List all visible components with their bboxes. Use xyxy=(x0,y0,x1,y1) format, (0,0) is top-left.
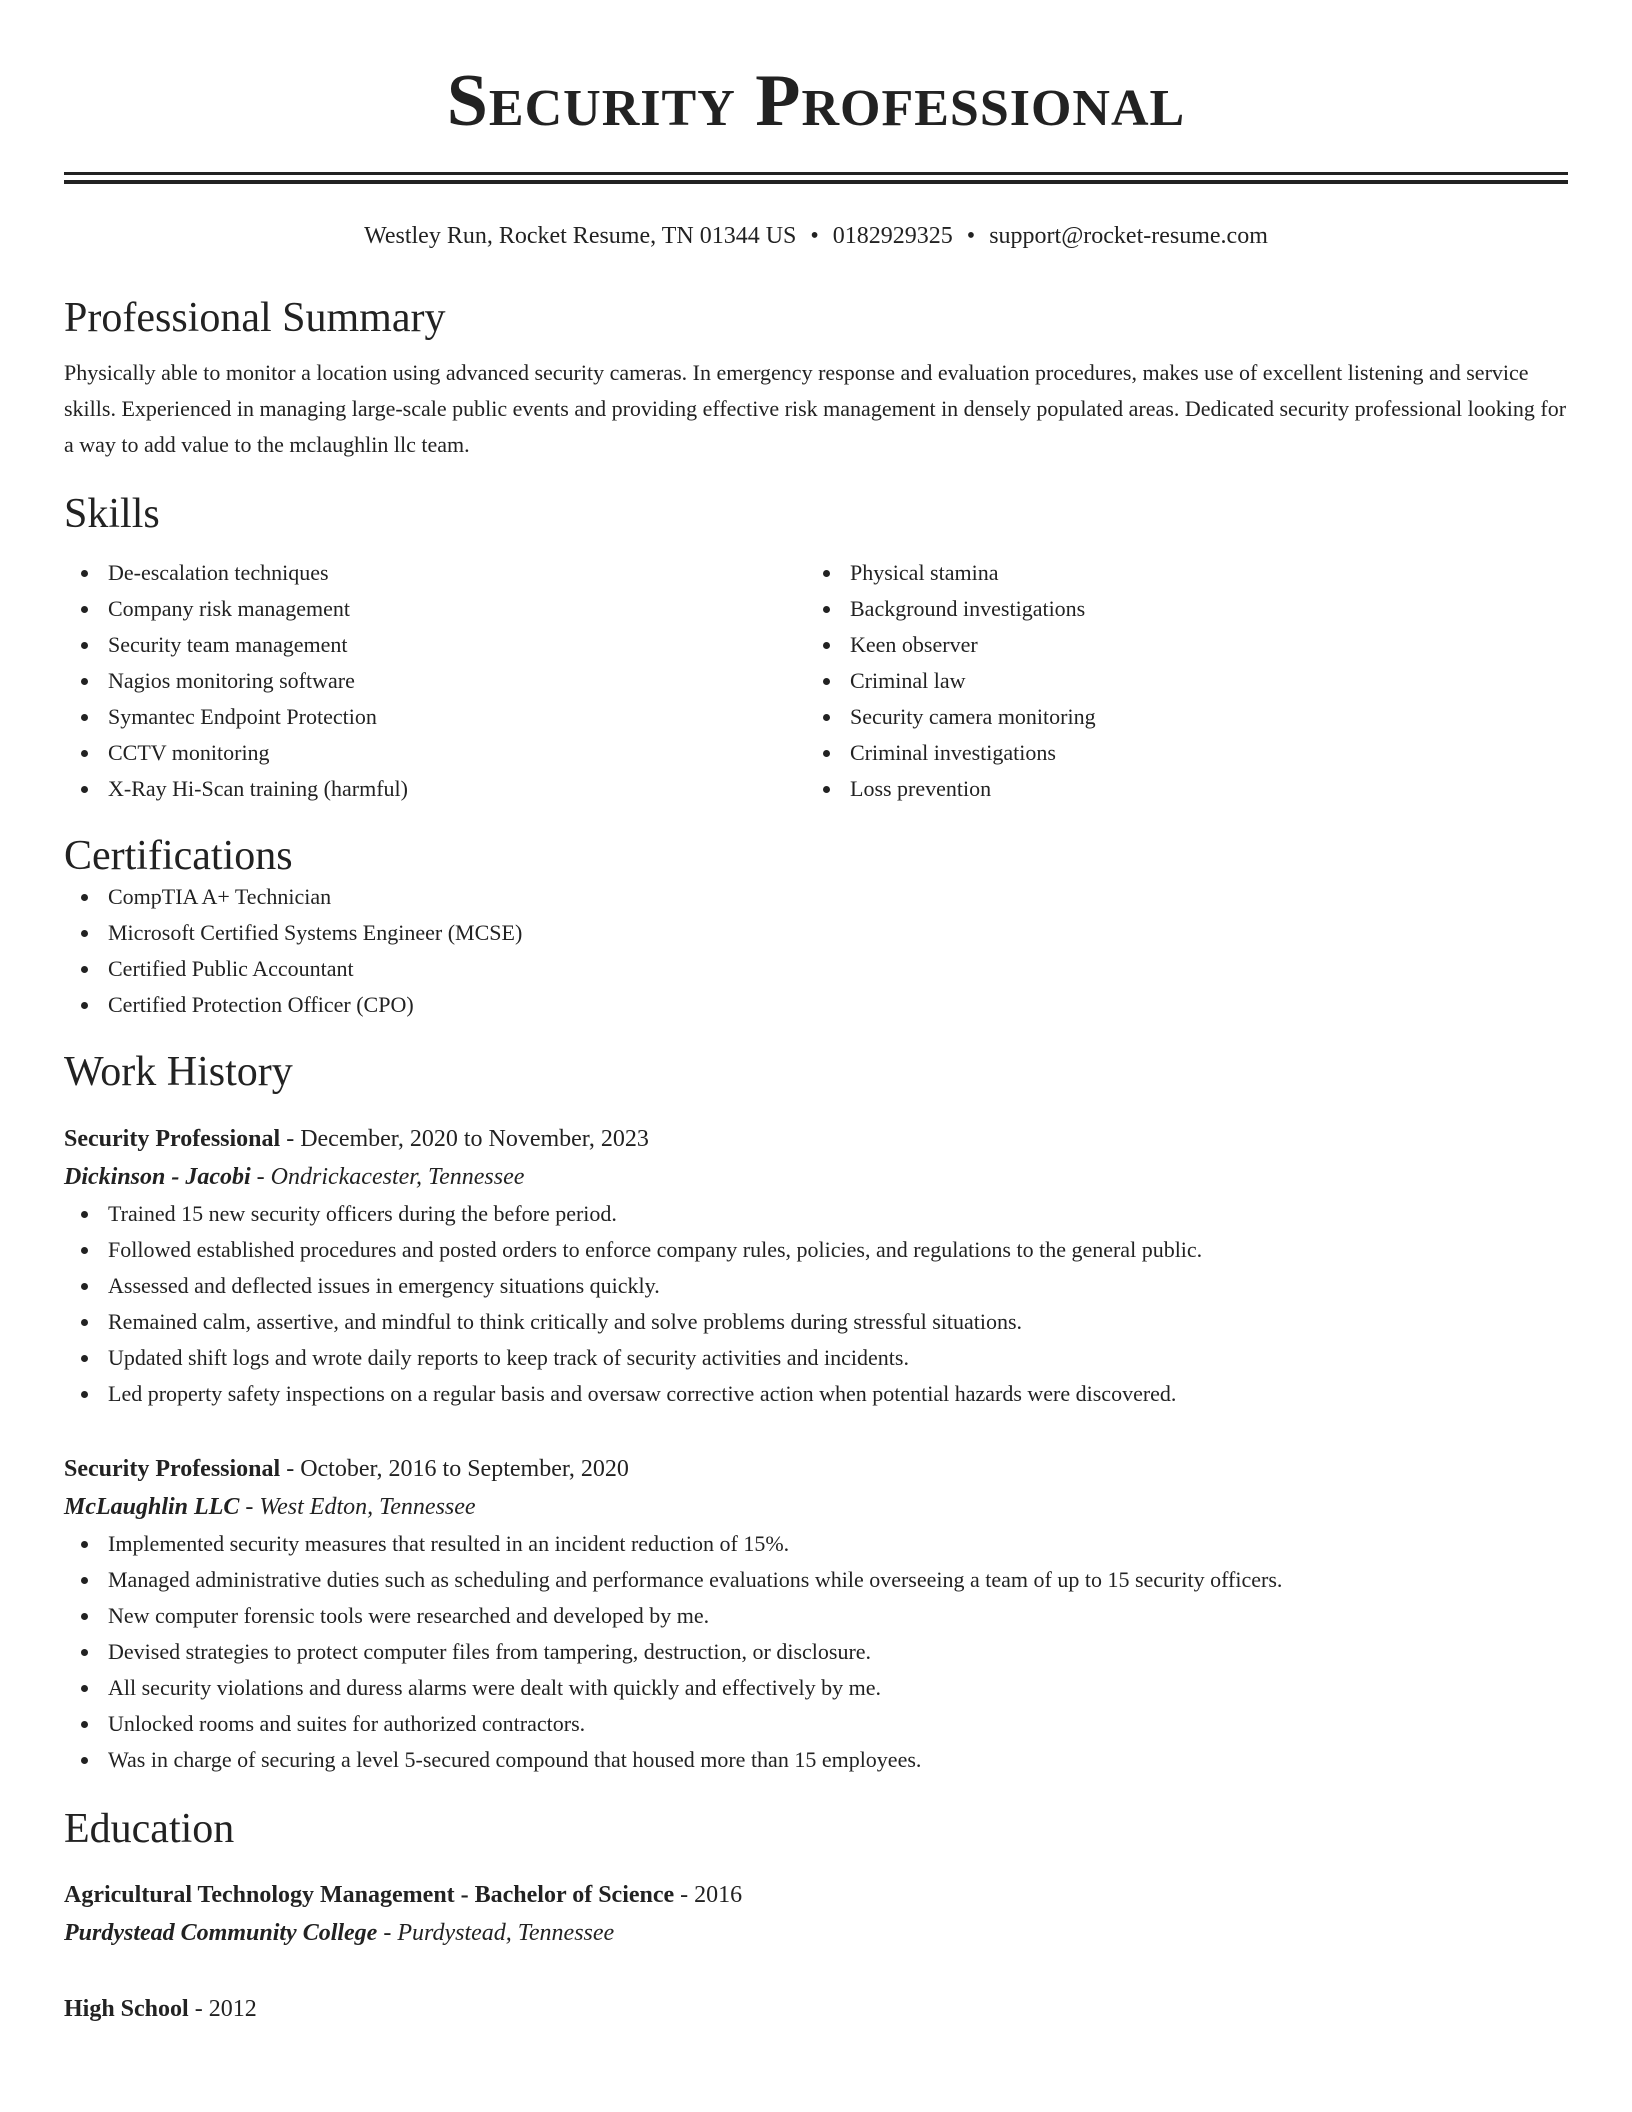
education-heading: Education xyxy=(64,1805,235,1852)
skill-item: Background investigations xyxy=(806,591,1548,627)
job-header xyxy=(64,1450,1568,1488)
job-duty-item: Remained calm, assertive, and mindful to think critically and solve problems during stressful situations. xyxy=(64,1304,1568,1340)
job-company: McLaughlin LLC xyxy=(64,1493,240,1520)
education-year: - 2016 xyxy=(674,1881,743,1908)
education-degree: High School xyxy=(64,1995,189,2022)
skills-column-right xyxy=(806,555,1548,807)
job-company: Dickinson - Jacobi xyxy=(64,1163,251,1190)
job-duty-item: New computer forensic tools were researched and developed by me. xyxy=(64,1598,1568,1634)
skills-column-left xyxy=(64,555,806,807)
certification-item: Certified Protection Officer (CPO) xyxy=(64,987,1568,1023)
skill-item: Physical stamina xyxy=(806,555,1548,591)
contact-email: support@rocket-resume.com xyxy=(989,223,1268,249)
skills-list-right xyxy=(806,555,1548,807)
job-duty-item: Managed administrative duties such as scheduling and performance evaluations while overseeing a team of up to 15 security officers. xyxy=(64,1562,1568,1598)
skill-item: Security team management xyxy=(64,627,806,663)
work-history-section xyxy=(64,1049,1568,1777)
job-duty-item: Was in charge of securing a level 5-secured compound that housed more than 15 employees. xyxy=(64,1742,1568,1778)
job-duty-item: Led property safety inspections on a regular basis and oversaw corrective action when potential hazards were discovered. xyxy=(64,1376,1568,1412)
contact-line xyxy=(64,222,1568,251)
contact-separator: • xyxy=(810,223,819,249)
resume-name: Security Professional xyxy=(446,60,1186,142)
certifications-heading: Certifications xyxy=(64,833,293,880)
job-title: Security Professional xyxy=(64,1125,281,1152)
skill-item: Security camera monitoring xyxy=(806,699,1548,735)
education-header xyxy=(64,1990,1568,2028)
summary-heading: Professional Summary xyxy=(64,294,446,341)
certification-item: Microsoft Certified Systems Engineer (MCSE) xyxy=(64,915,1568,951)
skill-item: Nagios monitoring software xyxy=(64,663,806,699)
education-school-line xyxy=(64,1914,1568,1952)
skills-heading: Skills xyxy=(64,490,160,537)
job-entry xyxy=(64,1450,1568,1778)
job-duty-item: Implemented security measures that resulted in an incident reduction of 15%. xyxy=(64,1526,1568,1562)
job-title: Security Professional xyxy=(64,1455,281,1482)
skill-item: Company risk management xyxy=(64,591,806,627)
skill-item: CCTV monitoring xyxy=(64,735,806,771)
job-location: - West Edton, Tennessee xyxy=(239,1493,476,1520)
job-location: - Ondrickacester, Tennessee xyxy=(250,1163,525,1190)
job-duty-item: All security violations and duress alarms were dealt with quickly and effectively by me. xyxy=(64,1670,1568,1706)
skill-item: Keen observer xyxy=(806,627,1548,663)
job-duty-item: Updated shift logs and wrote daily reports to keep track of security activities and incidents. xyxy=(64,1340,1568,1376)
summary-section xyxy=(64,295,1568,463)
education-header xyxy=(64,1876,1568,1914)
certifications-section xyxy=(64,833,1568,1023)
skill-item: Loss prevention xyxy=(806,771,1548,807)
header-divider xyxy=(64,172,1568,184)
skill-item: De-escalation techniques xyxy=(64,555,806,591)
contact-phone: 0182929325 xyxy=(832,223,953,249)
certification-item: Certified Public Accountant xyxy=(64,951,1568,987)
job-dates: - December, 2020 to November, 2023 xyxy=(280,1125,649,1152)
job-employer-line xyxy=(64,1158,1568,1196)
education-section xyxy=(64,1806,1568,2028)
skills-grid xyxy=(64,555,1568,807)
job-duty-item: Unlocked rooms and suites for authorized contractors. xyxy=(64,1706,1568,1742)
education-school: Purdystead Community College xyxy=(64,1919,378,1946)
skill-item: Symantec Endpoint Protection xyxy=(64,699,806,735)
job-dates: - October, 2016 to September, 2020 xyxy=(280,1455,629,1482)
education-entry xyxy=(64,1876,1568,1952)
skills-section xyxy=(64,491,1568,807)
summary-text: Physically able to monitor a location using advanced security cameras. In emergency response and evaluation procedures, makes use of excellent listening and service skills. Experienced in managing large-scale public events and providing effective risk management in densely populated areas. Dedicated security professional looking for a way to add value to the mclaughlin llc team. xyxy=(64,359,1567,457)
skill-item: X-Ray Hi-Scan training (harmful) xyxy=(64,771,806,807)
work-history-heading: Work History xyxy=(64,1049,293,1096)
job-duty-item: Assessed and deflected issues in emergency situations quickly. xyxy=(64,1268,1568,1304)
job-header xyxy=(64,1120,1568,1158)
skill-item: Criminal investigations xyxy=(806,735,1548,771)
education-entry xyxy=(64,1990,1568,2028)
education-year: - 2012 xyxy=(188,1995,257,2022)
skill-item: Criminal law xyxy=(806,663,1548,699)
job-duty-item: Devised strategies to protect computer files from tampering, destruction, or disclosure. xyxy=(64,1634,1568,1670)
skills-list-left xyxy=(64,555,806,807)
job-duty-item: Followed established procedures and posted orders to enforce company rules, policies, and regulations to the general public. xyxy=(64,1232,1568,1268)
certifications-list xyxy=(64,879,1568,1023)
contact-address: Westley Run, Rocket Resume, TN 01344 US xyxy=(364,223,797,249)
job-duties-list xyxy=(64,1196,1568,1412)
job-duties-list xyxy=(64,1526,1568,1778)
education-location: - Purdystead, Tennessee xyxy=(377,1919,615,1946)
education-degree: Agricultural Technology Management - Bachelor of Science xyxy=(64,1881,675,1908)
certification-item: CompTIA A+ Technician xyxy=(64,879,1568,915)
job-employer-line xyxy=(64,1488,1568,1526)
contact-separator: • xyxy=(966,223,976,249)
job-entry xyxy=(64,1120,1568,1412)
job-duty-item: Trained 15 new security officers during the before period. xyxy=(64,1196,1568,1232)
